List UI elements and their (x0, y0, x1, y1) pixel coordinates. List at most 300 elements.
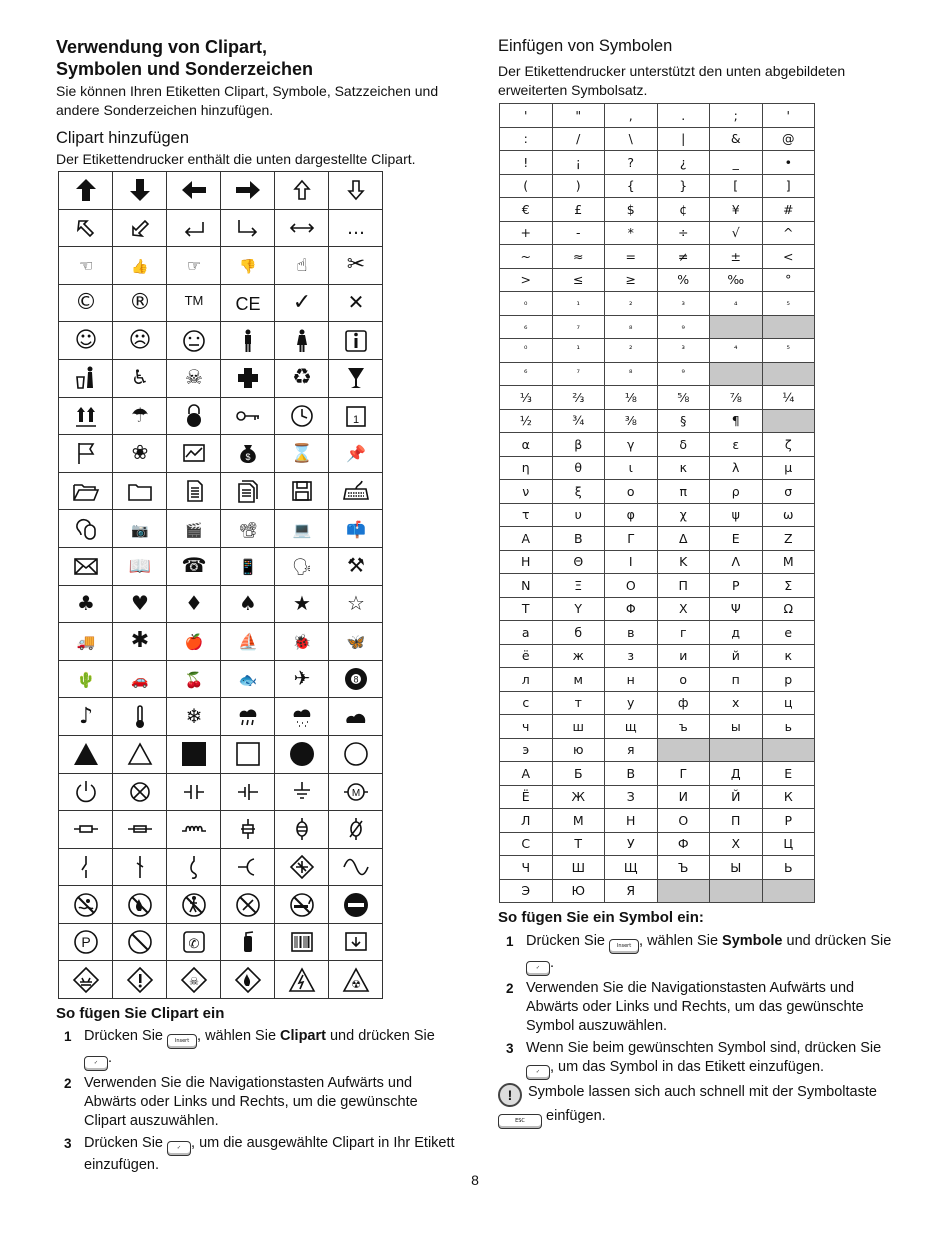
symbol-cell: υ (552, 503, 605, 527)
telephone-icon (167, 547, 221, 585)
symbol-cell: ^ (762, 221, 815, 245)
skull-crossbones-icon (167, 359, 221, 397)
symbol-cell: Ы (710, 856, 763, 880)
symbol-cell: > (500, 268, 553, 292)
symbol-cell: σ (762, 480, 815, 504)
hazard-toxic-icon (167, 961, 221, 999)
airplane-icon (275, 660, 329, 698)
symbol-cell: Π (657, 574, 710, 598)
warning-icon: ! (498, 1083, 522, 1107)
outline-arrow-up-icon (275, 172, 329, 210)
clipart-row (59, 322, 383, 360)
symbol-cell (657, 879, 710, 903)
symbol-cell: ≈ (552, 245, 605, 269)
cloud-icon (329, 698, 383, 736)
symbol-step-2 (498, 979, 908, 1036)
svg-text:📷: 📷 (130, 522, 149, 539)
svg-text:🐞: 🐞 (292, 633, 311, 652)
filled-square-icon (167, 735, 221, 773)
svg-text:☝: ☝ (296, 255, 307, 277)
symbol-row (500, 644, 815, 668)
section-intro: Sie können Ihren Etiketten Clipart, Symbole, Satzzeichen und andere Sonderzeichen hinzufügen. (56, 83, 439, 118)
step-text: Drücken Sie (526, 933, 610, 949)
symbol-cell (710, 315, 763, 339)
symbol-cell: Ю (552, 879, 605, 903)
music-note-icon (59, 698, 113, 736)
hourglass-icon (275, 435, 329, 473)
symbols-intro: Der Etikettendrucker unterstützt den unten abgebildeten erweiterten Symbolsatz. (498, 63, 846, 98)
svg-text:☢: ☢ (350, 977, 361, 991)
symbol-cell: θ (552, 456, 605, 480)
svg-text:⚒: ⚒ (346, 553, 365, 578)
connector-icon (221, 848, 275, 886)
symbol-cell: ₆ (500, 315, 553, 339)
motor-icon (329, 773, 383, 811)
symbol-cell: ν (500, 480, 553, 504)
sine-wave-icon (329, 848, 383, 886)
step-number: 3 (64, 1136, 72, 1151)
bug-icon (275, 623, 329, 661)
symbol-cell: Л (500, 809, 553, 833)
step-text: Drücken Sie (84, 1135, 168, 1151)
symbol-row (500, 433, 815, 457)
symbol-cell: Λ (710, 550, 763, 574)
symbol-cell: ( (500, 174, 553, 198)
svg-text:☠: ☠ (184, 365, 203, 390)
document-icon (167, 472, 221, 510)
symbol-cell: Τ (500, 597, 553, 621)
laptop-icon (275, 510, 329, 548)
symbol-cell: р (762, 668, 815, 692)
prohibited-icon (113, 923, 167, 961)
symbol-cell: ⁰ (500, 339, 553, 363)
svg-text:❀: ❀ (131, 440, 148, 465)
symbol-row (500, 245, 815, 269)
symbol-cell: § (657, 409, 710, 433)
clipart-row (59, 284, 383, 322)
symbol-cell: ζ (762, 433, 815, 457)
symbol-cell: ⁷ (552, 362, 605, 386)
chart-icon (167, 435, 221, 473)
svg-text:☂: ☂ (130, 402, 149, 427)
right-column (498, 36, 898, 100)
diode-icon (167, 848, 221, 886)
svg-text:♣: ♣ (76, 590, 95, 615)
symbol-cell: В (605, 762, 658, 786)
symbol-cell (762, 409, 815, 433)
inductor-icon (167, 811, 221, 849)
padlock-icon (167, 397, 221, 435)
step-text: , um die ausgewählte Clipart in Ihr Etikett einzufügen. (84, 1135, 455, 1173)
ok-key-icon: ✓ (526, 961, 550, 976)
cloud-rain-icon (221, 698, 275, 736)
money-bag-icon (221, 435, 275, 473)
symbol-row (500, 268, 815, 292)
symbol-cell: в (605, 621, 658, 645)
symbol-cell: ¼ (762, 386, 815, 410)
symbol-cell: τ (500, 503, 553, 527)
svg-text:$: $ (244, 452, 251, 463)
step-text: Drücken Sie (84, 1028, 168, 1044)
symbol-cell: [ (710, 174, 763, 198)
symbol-cell: . (657, 104, 710, 128)
clipart-step-1 (56, 1027, 456, 1071)
symbol-cell: д (710, 621, 763, 645)
clipart-row (59, 623, 383, 661)
symbol-cell: э (500, 738, 553, 762)
flower-icon (113, 435, 167, 473)
step-text: Wenn Sie beim gewünschten Symbol sind, drücken Sie (526, 1040, 882, 1056)
eight-ball-icon (329, 660, 383, 698)
symbol-row (500, 503, 815, 527)
svg-text:©: © (74, 290, 97, 316)
symbol-cell (710, 362, 763, 386)
symbol-row (500, 691, 815, 715)
symbol-cell: ± (710, 245, 763, 269)
symbol-cell (710, 879, 763, 903)
neutral-face-icon (167, 322, 221, 360)
symbol-cell: Ч (500, 856, 553, 880)
symbol-cell: ⁹ (657, 362, 710, 386)
clipart-intro: Der Etikettendrucker enthält die unten dargestellte Clipart. (56, 151, 416, 167)
symbol-row (500, 292, 815, 316)
umbrella-icon (113, 397, 167, 435)
club-icon (59, 585, 113, 623)
apple-icon (167, 623, 221, 661)
symbol-cell: ° (762, 268, 815, 292)
symbol-cell: А (500, 762, 553, 786)
envelope-icon (59, 547, 113, 585)
symbol-cell: ÷ (657, 221, 710, 245)
double-arrow-icon (275, 209, 329, 247)
symbol-cell: о (657, 668, 710, 692)
symbol-cell: т (552, 691, 605, 715)
lamp-icon (113, 773, 167, 811)
symbol-cell: Х (710, 832, 763, 856)
svg-text:✂: ✂ (346, 252, 365, 278)
clipart-steps-heading: So fügen Sie Clipart ein (56, 1005, 225, 1022)
spade-icon (221, 585, 275, 623)
svg-text:P: P (80, 934, 91, 951)
symbol-cell (657, 738, 710, 762)
recycle-icon (275, 359, 329, 397)
hand-point-right-icon (167, 247, 221, 285)
no-smoking-icon (275, 886, 329, 924)
arrow-left-icon (167, 172, 221, 210)
symbol-cell: Ο (605, 574, 658, 598)
heart-icon (113, 585, 167, 623)
symbol-cell: ρ (710, 480, 763, 504)
symbol-cell: к (762, 644, 815, 668)
symbol-cell: • (762, 151, 815, 175)
registered-icon (113, 284, 167, 322)
symbol-cell: Ψ (710, 597, 763, 621)
symbol-cell: φ (605, 503, 658, 527)
svg-text:🚗: 🚗 (130, 673, 149, 690)
svg-text:🎬: 🎬 (184, 522, 203, 539)
insert-key-icon: Insert (167, 1034, 197, 1049)
symbol-cell: λ (710, 456, 763, 480)
symbol-cell: ⁶ (500, 362, 553, 386)
symbol-cell: ⅜ (605, 409, 658, 433)
parking-icon (59, 923, 113, 961)
clock-icon (275, 397, 329, 435)
resistor-icon (59, 811, 113, 849)
insert-key-icon: Insert (609, 939, 639, 954)
symbol-cell: Χ (657, 597, 710, 621)
symbol-row (500, 621, 815, 645)
symbol-cell: ¥ (710, 198, 763, 222)
clipart-row (59, 886, 383, 924)
hazard-corrosive-icon (59, 961, 113, 999)
clipart-row (59, 848, 383, 886)
symbol-cell: ¡ (552, 151, 605, 175)
symbol-cell: £ (552, 198, 605, 222)
x-mark-icon (329, 284, 383, 322)
symbol-cell: ω (762, 503, 815, 527)
truck-icon (59, 623, 113, 661)
symbol-cell: ψ (710, 503, 763, 527)
svg-text:☜: ☜ (78, 256, 93, 276)
symbol-cell: ю (552, 738, 605, 762)
symbol-cell: Ш (552, 856, 605, 880)
symbol-cell: ⅛ (605, 386, 658, 410)
svg-text:⌛: ⌛ (290, 443, 313, 465)
symbol-row (500, 409, 815, 433)
exit-sign-icon (329, 923, 383, 961)
clipart-row (59, 172, 383, 210)
svg-text:♥: ♥ (130, 590, 149, 615)
svg-text:🍎: 🍎 (184, 633, 203, 652)
symbol-steps-heading: So fügen Sie ein Symbol ein: (498, 909, 704, 926)
symbol-row (500, 597, 815, 621)
svg-text:👎: 👎 (238, 259, 257, 276)
svg-text:📌: 📌 (345, 444, 366, 464)
cactus-icon (59, 660, 113, 698)
ok-key-icon: ✓ (526, 1065, 550, 1080)
arrow-up-icon (59, 172, 113, 210)
flag-icon (59, 435, 113, 473)
symbol-cell: € (500, 198, 553, 222)
info-icon (329, 322, 383, 360)
symbol-cell: } (657, 174, 710, 198)
symbol-cell: Ё (500, 785, 553, 809)
symbol-cell: ' (500, 104, 553, 128)
plug-icon (221, 811, 275, 849)
symbol-cell: Β (552, 527, 605, 551)
symbol-cell (762, 362, 815, 386)
svg-text:♠: ♠ (238, 590, 257, 615)
car-icon (113, 660, 167, 698)
symbol-cell: л (500, 668, 553, 692)
clipart-row (59, 961, 383, 999)
symbol-cell: ο (605, 480, 658, 504)
symbol-cell: / (552, 127, 605, 151)
symbol-cell: ₇ (552, 315, 605, 339)
capacitor-icon (167, 773, 221, 811)
clipart-row (59, 547, 383, 585)
symbol-cell: б (552, 621, 605, 645)
mailbox-icon (329, 510, 383, 548)
step-text: . (550, 955, 555, 971)
folder-icon (113, 472, 167, 510)
symbol-cell: Ω (762, 597, 815, 621)
symbol-cell: ₀ (500, 292, 553, 316)
filled-triangle-icon (59, 735, 113, 773)
symbol-cell: ≠ (657, 245, 710, 269)
symbol-cell: ₉ (657, 315, 710, 339)
clipart-heading: Clipart hinzufügen (56, 129, 189, 147)
copyright-icon (59, 284, 113, 322)
power-icon (59, 773, 113, 811)
symbol-cell: _ (710, 151, 763, 175)
clipart-row (59, 209, 383, 247)
symbol-tip (498, 1083, 908, 1129)
symbol-cell: < (762, 245, 815, 269)
symbol-cell: + (500, 221, 553, 245)
symbol-cell: ² (605, 339, 658, 363)
svg-text:☠: ☠ (188, 974, 199, 988)
symbol-cell: н (605, 668, 658, 692)
symbol-cell: ! (500, 151, 553, 175)
symbol-cell: х (710, 691, 763, 715)
step-text: , um das Symbol in das Etikett einzufügen. (550, 1059, 825, 1075)
step-bold: Clipart (280, 1028, 326, 1044)
symbol-cell: а (500, 621, 553, 645)
symbol-cell: Ξ (552, 574, 605, 598)
no-smoking-x-icon (221, 886, 275, 924)
symbol-cell: Δ (657, 527, 710, 551)
symbol-step-3 (498, 1039, 908, 1080)
symbol-cell: ч (500, 715, 553, 739)
symbol-row (500, 715, 815, 739)
symbol-cell: Φ (605, 597, 658, 621)
symbol-cell: ] (762, 174, 815, 198)
arrow-down-left-icon (113, 209, 167, 247)
svg-text:🚚: 🚚 (76, 633, 95, 652)
svg-text:🦋: 🦋 (346, 633, 365, 652)
clipart-row (59, 923, 383, 961)
cherries-icon (167, 660, 221, 698)
symbol-cell: ¢ (657, 198, 710, 222)
symbol-cell: п (710, 668, 763, 692)
calendar-icon (329, 397, 383, 435)
symbol-cell: , (605, 104, 658, 128)
symbol-cell: ? (605, 151, 658, 175)
symbol-row (500, 386, 815, 410)
symbols-heading: Einfügen von Symbolen (498, 37, 673, 55)
open-folder-icon (59, 472, 113, 510)
thumbs-up-icon (113, 247, 167, 285)
symbol-cell: ¿ (657, 151, 710, 175)
symbol-cell: У (605, 832, 658, 856)
down-right-arrow-icon (221, 209, 275, 247)
svg-text:♿: ♿ (130, 365, 149, 390)
symbol-cell: { (605, 174, 658, 198)
arrow-up-left-icon (59, 209, 113, 247)
svg-text:✕: ✕ (347, 290, 364, 315)
symbol-cell: Α (500, 527, 553, 551)
symbol-cell: ' (762, 104, 815, 128)
fish-icon (221, 660, 275, 698)
symbol-cell: ⅞ (710, 386, 763, 410)
symbol-cell: г (657, 621, 710, 645)
symbol-cell: Θ (552, 550, 605, 574)
svg-text:☆: ☆ (346, 590, 365, 615)
clapperboard-icon (167, 510, 221, 548)
symbol-row (500, 151, 815, 175)
symbol-cell: Р (762, 809, 815, 833)
symbol-cell: ⅓ (500, 386, 553, 410)
ellipsis-icon (329, 209, 383, 247)
symbol-row (500, 574, 815, 598)
symbol-row (500, 104, 815, 128)
tip-text: einfügen. (546, 1108, 606, 1124)
symbol-row (500, 456, 815, 480)
butterfly-icon (329, 623, 383, 661)
symbol-cell: ¾ (552, 409, 605, 433)
step-bold: Symbole (722, 933, 783, 949)
battery-icon (221, 773, 275, 811)
man-icon (221, 322, 275, 360)
svg-text:📖: 📖 (128, 556, 151, 578)
symbol-cell: ⅔ (552, 386, 605, 410)
step-number: 3 (506, 1041, 514, 1056)
symbol-row (500, 221, 815, 245)
symbol-cell: Б (552, 762, 605, 786)
symbol-steps (498, 908, 908, 1129)
svg-text:♻: ♻ (291, 365, 312, 391)
symbol-cell: = (605, 245, 658, 269)
symbol-cell: Н (605, 809, 658, 833)
symbol-cell: ¶ (710, 409, 763, 433)
symbol-row (500, 339, 815, 363)
svg-text:📽: 📽 (237, 520, 258, 539)
symbol-cell: Κ (657, 550, 710, 574)
symbol-cell: Ц (762, 832, 815, 856)
section-title-line1: Verwendung von Clipart, (56, 37, 268, 57)
symbol-cell (762, 315, 815, 339)
symbol-cell: ₃ (657, 292, 710, 316)
symbol-cell: Ε (710, 527, 763, 551)
symbol-cell: Щ (605, 856, 658, 880)
svg-text:💻: 💻 (292, 520, 311, 539)
svg-text:♦: ♦ (184, 590, 203, 615)
diamond-icon (167, 585, 221, 623)
svg-text:8: 8 (352, 674, 359, 685)
symbol-cell: ж (552, 644, 605, 668)
clipart-row (59, 660, 383, 698)
ac-source-icon (329, 811, 383, 849)
step-text: Verwenden Sie die Navigationstasten Aufwärts und Abwärts oder Links und Rechts, um die gewünschte Clipart auszuwählen. (84, 1075, 418, 1129)
camera-icon (113, 510, 167, 548)
clipart-step-3 (56, 1134, 456, 1175)
symbol-cell: е (762, 621, 815, 645)
symbol-cell: з (605, 644, 658, 668)
no-pedestrians-icon (167, 886, 221, 924)
finger-up-icon (275, 247, 329, 285)
extinguisher-icon (221, 923, 275, 961)
svg-text:👍: 👍 (130, 259, 149, 276)
symbol-cell: β (552, 433, 605, 457)
symbol-cell: ₅ (762, 292, 815, 316)
symbol-row (500, 315, 815, 339)
symbol-cell: Ф (657, 832, 710, 856)
symbol-cell: ₁ (552, 292, 605, 316)
symbol-cell: Ь (762, 856, 815, 880)
symbol-row (500, 762, 815, 786)
no-fire-icon (113, 886, 167, 924)
